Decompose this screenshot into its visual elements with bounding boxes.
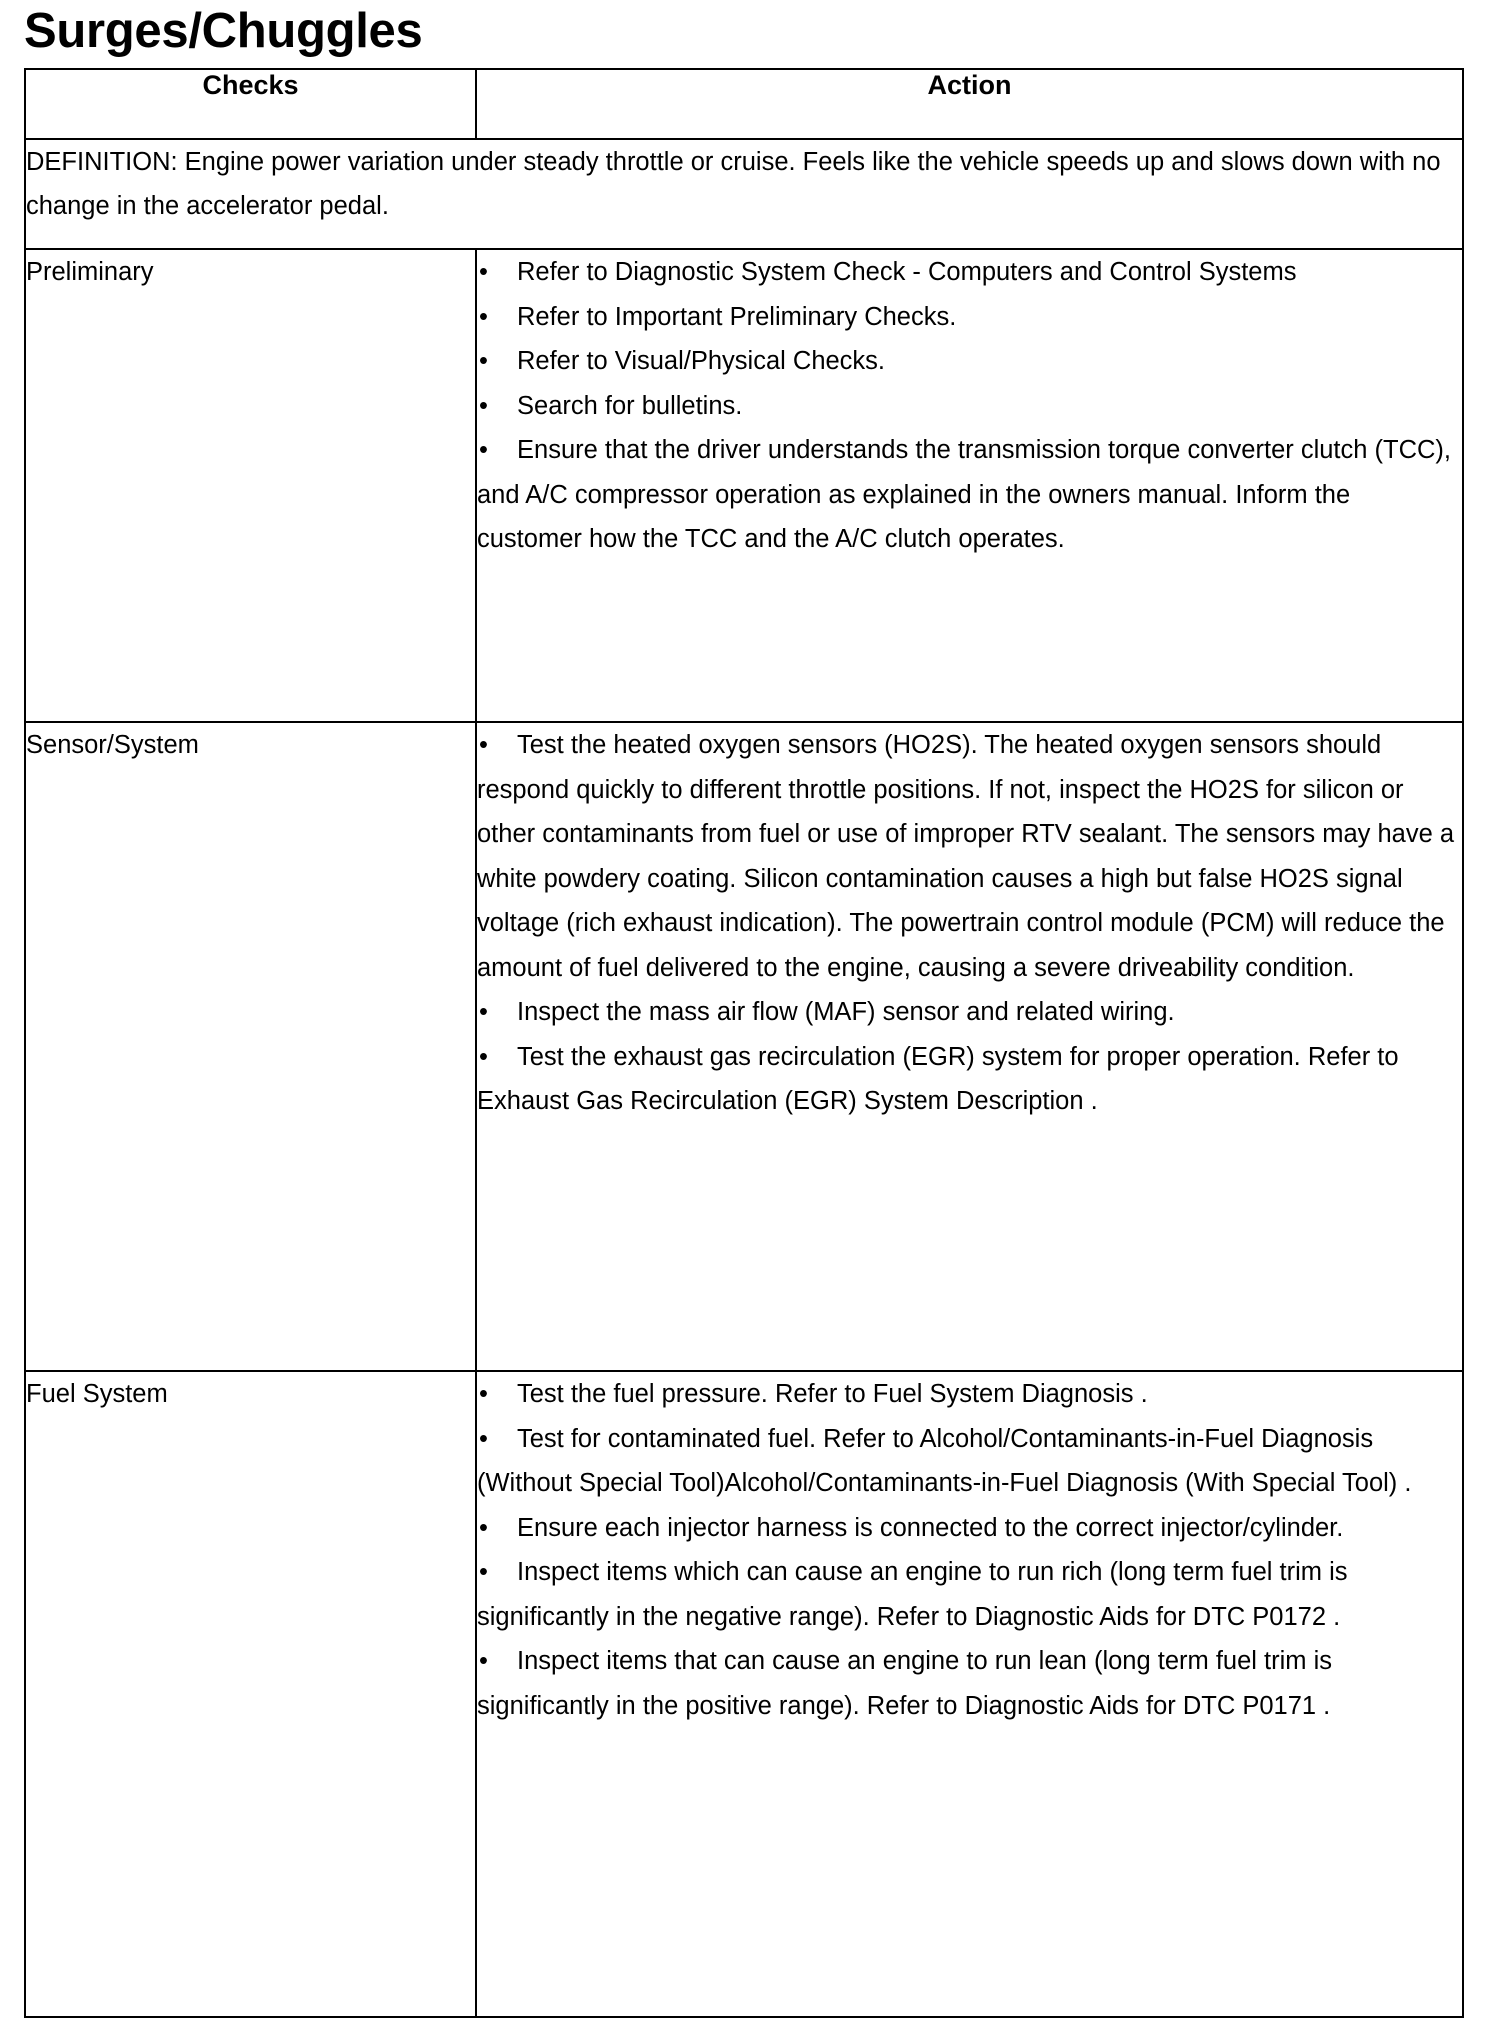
action-list	[476, 249, 1463, 722]
bullet-icon: •	[479, 998, 488, 1026]
action-text: Test the exhaust gas recirculation (EGR) system for proper operation. Refer to Exhaust Gas Recirculation (EGR) System Description .	[477, 1042, 1399, 1115]
table-row-sensor-system	[25, 722, 1463, 1371]
bullet-icon: •	[479, 1380, 488, 1408]
action-text: Refer to Diagnostic System Check - Computers and Control Systems	[517, 258, 1297, 286]
bullet-icon: •	[479, 391, 488, 420]
action-list	[476, 1371, 1463, 2017]
action-item	[477, 1550, 1462, 1639]
check-label: Fuel System	[25, 1371, 476, 2017]
action-list	[476, 722, 1463, 1371]
action-text: Refer to Visual/Physical Checks.	[517, 347, 886, 375]
action-item	[477, 339, 1462, 384]
action-item	[477, 1035, 1462, 1124]
checks-column-header: Checks	[25, 69, 476, 139]
bullet-icon: •	[479, 731, 488, 759]
bullet-icon: •	[479, 436, 488, 464]
bullet-icon: •	[479, 347, 488, 375]
action-column-header: Action	[476, 69, 1463, 139]
bullet-icon: •	[479, 1647, 488, 1675]
bullet-icon: •	[479, 302, 488, 331]
action-text: Refer to Important Preliminary Checks.	[517, 302, 957, 331]
bullet-icon: •	[479, 1513, 488, 1542]
table-row-preliminary	[25, 249, 1463, 722]
action-item	[477, 990, 1462, 1035]
action-text: Test for contaminated fuel. Refer to Alcohol/Contaminants-in-Fuel Diagnosis (Without Special Tool)Alcohol/Contaminants-in-Fuel Diagnosis (With Special Tool) .	[477, 1424, 1412, 1497]
checks-action-table	[24, 68, 1464, 2018]
action-item	[477, 295, 1462, 340]
bullet-icon: •	[479, 1558, 488, 1586]
action-text: Ensure each injector harness is connected to the correct injector/cylinder.	[517, 1513, 1344, 1542]
action-item	[477, 1639, 1462, 1728]
action-item	[477, 1506, 1462, 1551]
check-label: Sensor/System	[25, 722, 476, 1371]
page-title: Surges/Chuggles	[24, 4, 423, 58]
bullet-icon: •	[479, 258, 488, 286]
action-item	[477, 428, 1462, 562]
action-item	[477, 250, 1462, 295]
action-item	[477, 723, 1462, 990]
action-text: Inspect items which can cause an engine to run rich (long term fuel trim is significantly in the negative range). Refer to Diagnostic Aids for DTC P0172 .	[477, 1558, 1348, 1631]
action-item	[477, 1417, 1462, 1506]
header-row	[25, 69, 1463, 139]
bullet-icon: •	[479, 1042, 488, 1071]
definition-row	[25, 139, 1463, 249]
definition-text: DEFINITION: Engine power variation under steady throttle or cruise. Feels like the vehicle speeds up and slows down with no change in the accelerator pedal.	[25, 139, 1463, 249]
action-text: Test the fuel pressure. Refer to Fuel System Diagnosis .	[517, 1380, 1148, 1408]
action-text: Test the heated oxygen sensors (HO2S). The heated oxygen sensors should respond quickly to different throttle positions. If not, inspect the HO2S for silicon or other contaminants from fuel or use of improper RTV sealant. The sensors may have a white powdery coating. Silicon contamination causes a high but false HO2S signal voltage (rich exhaust indication). The powertrain control module (PCM) will reduce the amount of fuel delivered to the engine, causing a severe driveability condition.	[477, 731, 1455, 982]
action-text: Inspect items that can cause an engine to run lean (long term fuel trim is significantly in the positive range). Refer to Diagnostic Aids for DTC P0171 .	[477, 1647, 1333, 1720]
action-text: Search for bulletins.	[517, 391, 743, 420]
action-item	[477, 384, 1462, 429]
table-row-fuel-system	[25, 1371, 1463, 2017]
action-item	[477, 1372, 1462, 1417]
check-label: Preliminary	[25, 249, 476, 722]
action-text: Inspect the mass air flow (MAF) sensor and related wiring.	[517, 998, 1175, 1026]
bullet-icon: •	[479, 1424, 488, 1453]
action-text: Ensure that the driver understands the transmission torque converter clutch (TCC), and A/C compressor operation as explained in the owners manual. Inform the customer how the TCC and the A/C clutch operates.	[477, 436, 1451, 553]
